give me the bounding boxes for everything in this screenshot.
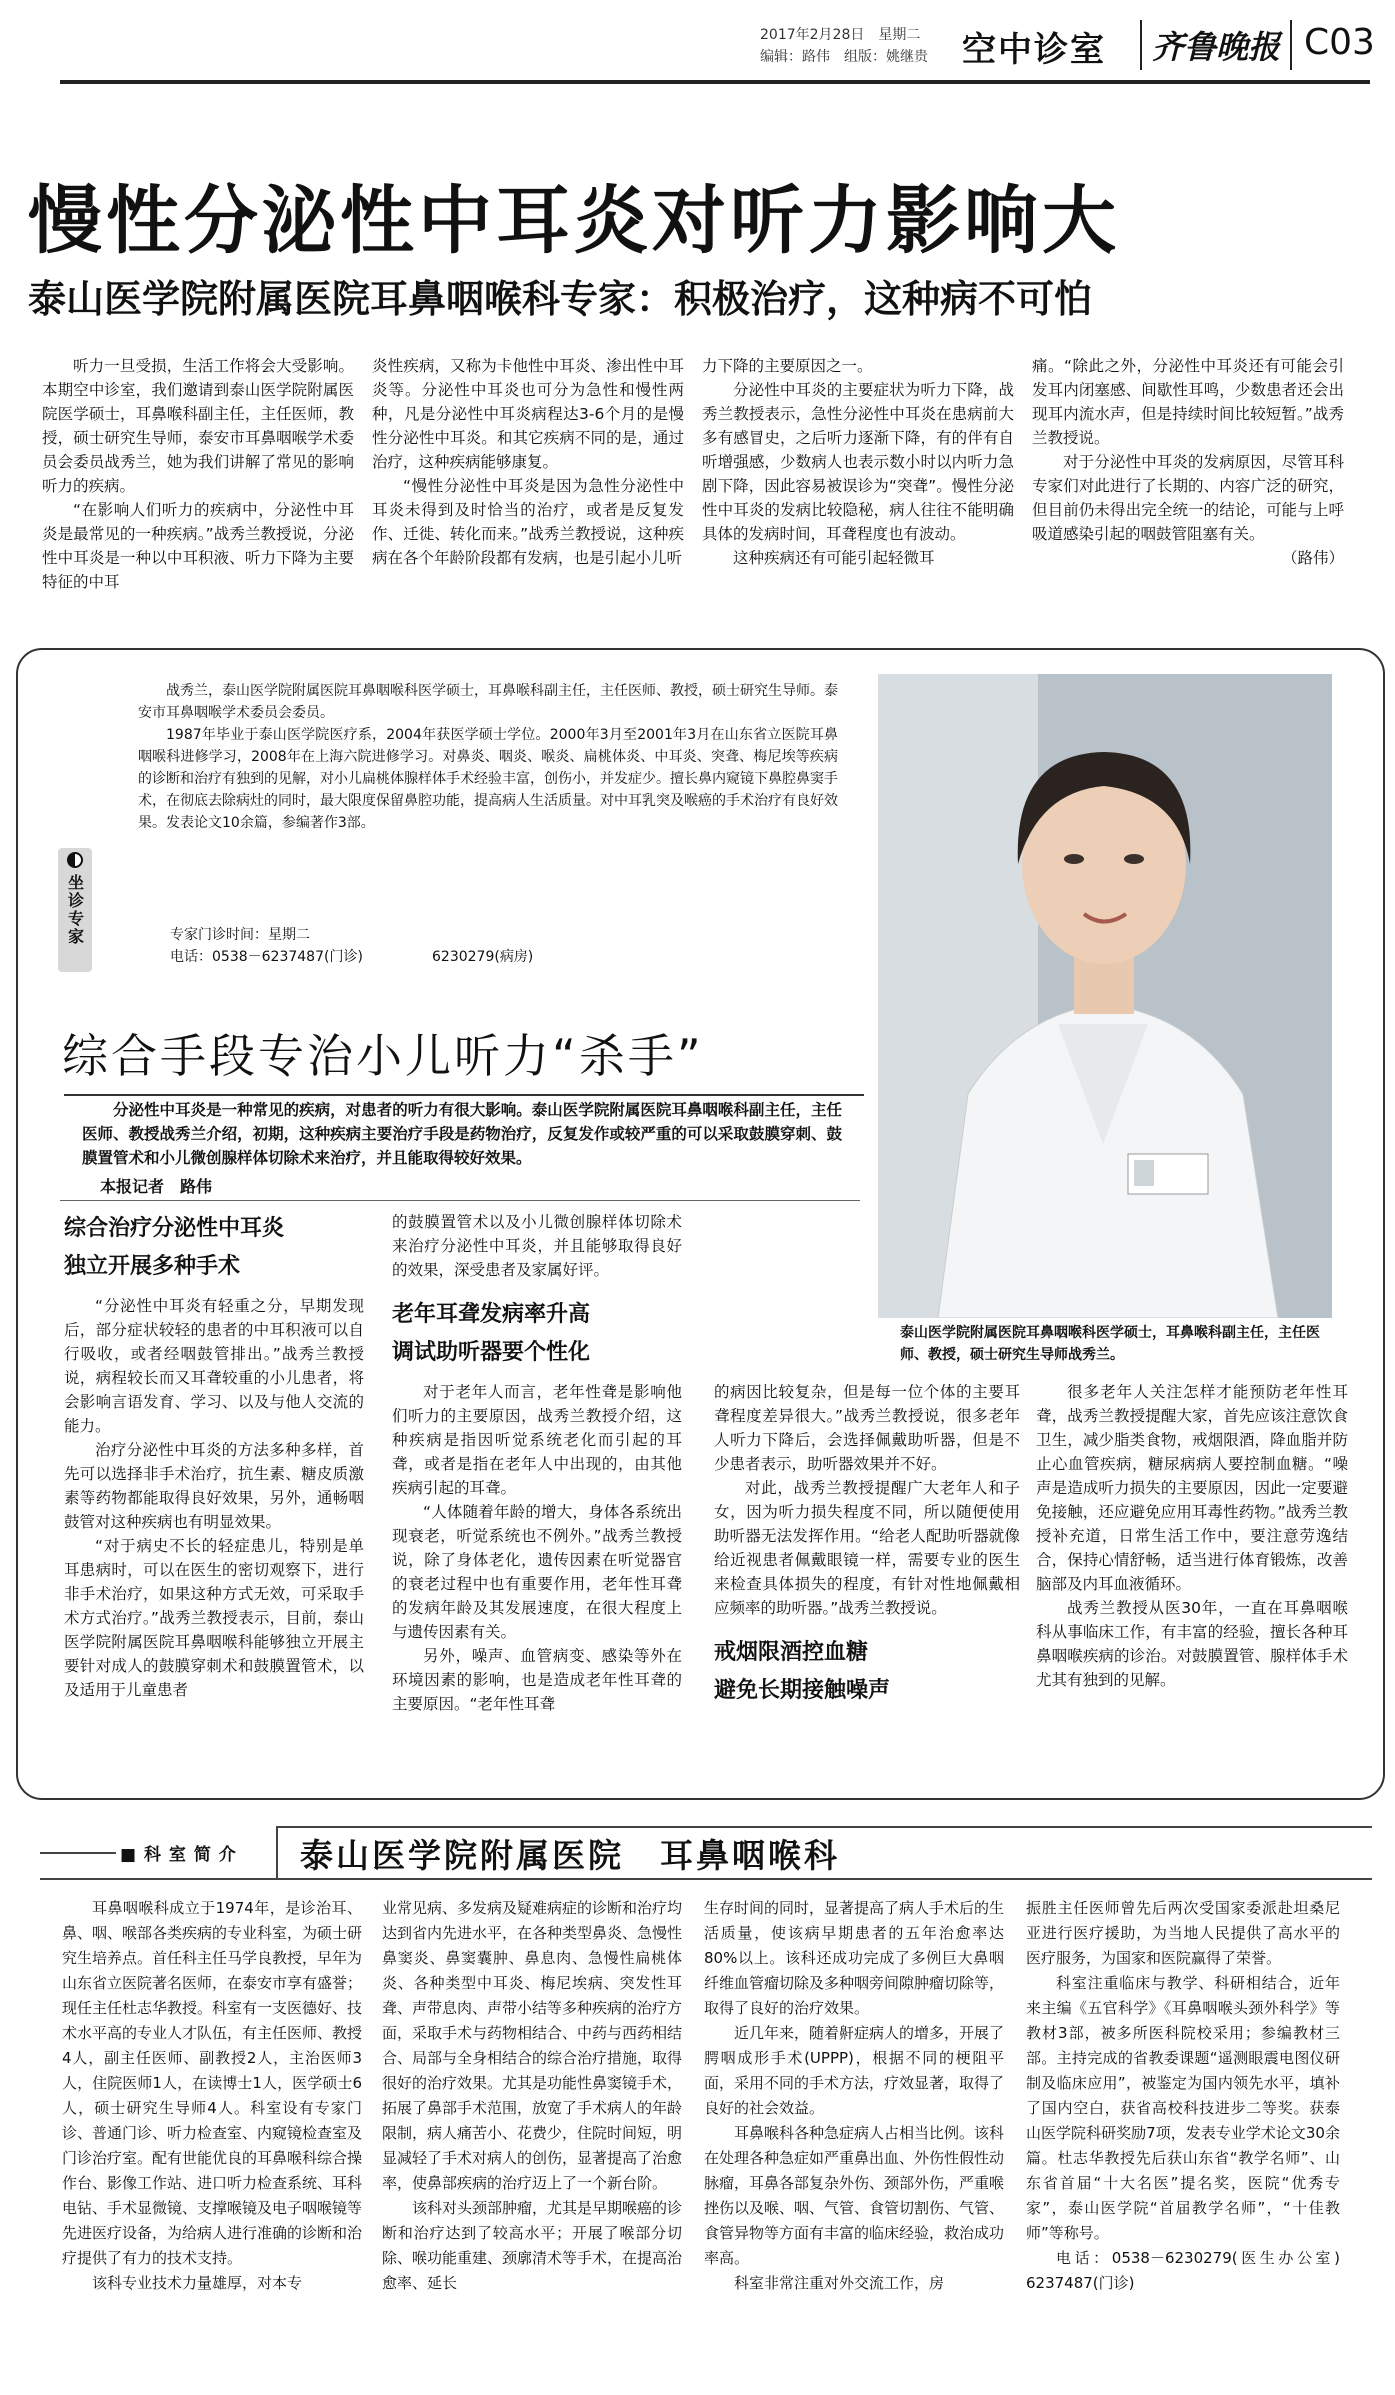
paragraph: “慢性分泌性中耳炎是因为急性分泌性中耳炎未得到及时恰当的治疗，或者是反复发作、迁徙、转化而来。”战秀兰教授说，这种疾病在各个年龄阶段都有发病，也是引起小儿听 bbox=[372, 477, 684, 567]
paragraph: 这种疾病还有可能引起轻微耳 bbox=[733, 549, 935, 567]
newspaper-logo: 齐鲁晚报 bbox=[1152, 28, 1281, 66]
paragraph: 对于老年人而言，老年性聋是影响他们听力的主要原因，战秀兰教授介绍，这种疾病是指因听觉系统老化而引起的耳聋，或者是指在老年人中出现的，由其他疾病引起的耳聋。 bbox=[392, 1383, 682, 1497]
paragraph: “对于病史不长的轻症患儿，特别是单耳患病时，可以在医生的密切观察下，进行非手术治疗，如果这种方式无效，可采取手术方式治疗。”战秀兰教授表示，目前，泰山医学院附属医院耳鼻咽喉科能够独立开展主要针对成人的鼓膜穿刺术和鼓膜置管术，以及适用于儿童患者 bbox=[64, 1537, 364, 1699]
phone-clinic: 电话：0538－6237487(门诊) bbox=[170, 949, 363, 965]
expert-tag bbox=[58, 848, 92, 972]
half-circle-icon bbox=[67, 852, 83, 868]
photo-caption: 泰山医学院附属医院耳鼻咽喉科医学硕士，耳鼻喉科副主任，主任医师、教授，硕士研究生导师战秀兰。 bbox=[900, 1325, 1320, 1363]
dept-rule-bottom bbox=[40, 1878, 1372, 1880]
paragraph: “在影响人们听力的疾病中，分泌性中耳炎是最常见的一种疾病。”战秀兰教授说，分泌性中耳炎是一种以中耳积液、听力下降为主要特征的中耳 bbox=[42, 501, 354, 591]
dept-rule-mid bbox=[276, 1826, 278, 1878]
dept-tag: ■ 科 室 简 介 bbox=[120, 1845, 237, 1865]
expert-tag-label: 坐诊专家 bbox=[65, 874, 85, 946]
paragraph: 对于分泌性中耳炎的发病原因，尽管耳科专家们对此进行了长期的、内容广泛的研究，但目前仍未得出完全统一的结论，可能与上呼吸道感染引起的咽鼓管阻塞有关。 bbox=[1032, 453, 1344, 543]
paragraph: 耳鼻喉科各种急症病人占相当比例。该科在处理各种急症如严重鼻出血、外伤性假性动脉瘤，耳鼻各部复杂外伤、颈部外伤，严重喉挫伤以及喉、咽、气管、食管切割伤、气管、食管异物等方面有丰富的临床经验，救治成功率高。 bbox=[704, 2124, 1005, 2267]
paragraph: 耳鼻咽喉科成立于1974年，是诊治耳、鼻、咽、喉部各类疾病的专业科室，为硕士研究生培养点。首任科主任马学良教授，早年为山东省立医院著名医师，在泰安市享有盛誉；现任主任杜志华教授。科室有一支医德好、技术水平高的专业人才队伍，有主任医师、教授4人，副主任医师、副教授2人，主治医师3人，住院医师1人，在读博士1人，医学硕士6人，硕士研究生导师4人。科室设有专家门诊、普通门诊、听力检查室、内窥镜检查室及门诊治疗室。配有世能优良的耳鼻喉科综合操作台、影像工作站、进口听力检查系统、耳科电钻、手术显微镜、支撑喉镜及电子咽喉镜等先进医疗设备，为给病人进行准确的诊断和治疗提供了有力的技术支持。 bbox=[62, 1899, 363, 2267]
paragraph: 1987年毕业于泰山医学院医疗系，2004年获医学硕士学位。2000年3月至2001年3月在山东省立医院耳鼻咽喉科进修学习，2008年在上海六院进修学习。对鼻炎、咽炎、喉炎、扁桃体炎、中耳炎、突聋、梅尼埃等疾病的诊断和治疗有独到的见解，对小儿扁桃体腺样体手术经验丰富，创伤小，并发症少。擅长鼻内窥镜下鼻腔鼻窦手术，在彻底去除病灶的同时，最大限度保留鼻腔功能，提高病人生活质量。对中耳乳突及喉癌的手术治疗有良好效果。发表论文10余篇，参编著作3部。 bbox=[138, 727, 838, 831]
feature-col-2 bbox=[392, 1210, 682, 1716]
paragraph: 生存时间的同时，显著提高了病人手术后的生活质量，使该病早期患者的五年治愈率达80%以上。该科还成功完成了多例巨大鼻咽纤维血管瘤切除及多种咽旁间隙肿瘤切除等，取得了良好的治疗效果。 bbox=[704, 1899, 1005, 2017]
phone-ward: 6230279(病房) bbox=[432, 949, 534, 965]
paragraph: 另外，噪声、血管病变、感染等外在环境因素的影响，也是造成老年性耳聋的主要原因。“老年性耳聋 bbox=[392, 1647, 682, 1713]
paragraph: 炎性疾病，又称为卡他性中耳炎、渗出性中耳炎等。分泌性中耳炎也可分为急性和慢性两种，凡是分泌性中耳炎病程达3-6个月的是慢性分泌性中耳炎。和其它疾病不同的是，通过治疗，这种疾病能够康复。 bbox=[372, 357, 684, 471]
dept-rule-top bbox=[276, 1826, 1372, 1828]
paragraph: 很多老年人关注怎样才能预防老年性耳聋，战秀兰教授提醒大家，首先应该注意饮食卫生，减少脂类食物，戒烟限酒，降血脂并防止心血管疾病，糖尿病病人要控制血糖。“噪声是造成听力损失的主要原因，因此一定要避免接触，还应避免应用耳毒性药物。”战秀兰教授补充道，日常生活工作中，要注意劳逸结合，保持心情舒畅，适当进行体育锻炼，改善脑部及内耳血液循环。 bbox=[1036, 1383, 1348, 1593]
subhead-3: 戒烟限酒控血糖 bbox=[714, 1640, 869, 1665]
paragraph: 该科专业技术力量雄厚，对本专 bbox=[92, 2274, 303, 2292]
paragraph: 战秀兰教授从医30年，一直在耳鼻咽喉科从事临床工作，有丰富的经验，擅长各种耳鼻咽喉疾病的诊治。对鼓膜置管、腺样体手术尤其有独到的见解。 bbox=[1036, 1599, 1348, 1689]
paragraph: 业常见病、多发病及疑难病症的诊断和治疗均达到省内先进水平，在各种类型鼻炎、急慢性鼻窦炎、鼻窦囊肿、鼻息肉、急慢性扁桃体炎、各种类型中耳炎、梅尼埃病、突发性耳聋、声带息肉、声带小结等多种疾病的治疗方面，采取手术与药物相结合、中药与西药相结合、局部与全身相结合的综合治疗措施，取得很好的治疗效果。尤其是功能性鼻窦镜手术，拓展了鼻部手术范围，放宽了手术病人的年龄限制，病人痛苦小、花费少，住院时间短，明显减轻了手术对病人的创伤，显著提高了治愈率，使鼻部疾病的治疗迈上了一个新台阶。 bbox=[382, 1899, 683, 2192]
feature-col-3 bbox=[714, 1380, 1020, 1710]
paragraph: “分泌性中耳炎有轻重之分，早期发现后，部分症状较轻的患者的中耳积液可以自行吸收，或者经咽鼓管排出。”战秀兰教授说，病程较长而又耳聋较重的小儿患者，将会影响言语发育、学习、以及与他人交流的能力。 bbox=[64, 1297, 364, 1435]
feature-byline: 本报记者 路伟 bbox=[100, 1177, 213, 1196]
paragraph: 科室非常注重对外交流工作，房 bbox=[734, 2274, 945, 2292]
headline: 慢性分泌性中耳炎对听力影响大 bbox=[28, 178, 1120, 264]
paragraph: 的鼓膜置管术以及小儿微创腺样体切除术来治疗分泌性中耳炎，并且能够取得良好的效果，深受患者及家属好评。 bbox=[392, 1213, 682, 1279]
header-divider bbox=[1140, 20, 1142, 70]
intro-col-1 bbox=[42, 354, 354, 594]
subheadline: 泰山医学院附属医院耳鼻咽喉科专家：积极治疗，这种病不可怕 bbox=[28, 277, 1093, 321]
paragraph: 科室注重临床与教学、科研相结合，近年来主编《五官科学》《耳鼻咽喉头颈外科学》等教材3部，被多所医科院校采用；参编教材三部。主持完成的省教委课题“遥测眼震电图仪研制及临床应用”，被鉴定为国内领先水平，填补了国内空白，获省高校科技进步二等奖。获泰山医学院科研奖励7项，发表专业学术论文30余篇。杜志华教授先后获山东省“教学名师”、山东省首届“十大名医”提名奖，医院“优秀专家”，泰山医学院“首届教学名师”，“十佳教师”等称号。 bbox=[1026, 1974, 1340, 2242]
paragraph: 对此，战秀兰教授提醒广大老年人和子女，因为听力损失程度不同，所以随便使用助听器无法发挥作用。“给老人配助听器就像给近视患者佩戴眼镜一样，需要专业的医生来检查具体损失的程度，有针对性地佩戴相应频率的助听器。”战秀兰教授说。 bbox=[714, 1479, 1020, 1617]
paragraph: 治疗分泌性中耳炎的方法多种多样，首先可以选择非手术治疗，抗生素、糖皮质激素等药物都能取得良好效果，另外，通畅咽鼓管对这种疾病也有明显效果。 bbox=[64, 1441, 364, 1531]
paragraph: 听力一旦受损，生活工作将会大受影响。本期空中诊室，我们邀请到泰山医学院附属医院医学硕士，耳鼻喉科副主任，主任医师，教授，硕士研究生导师，泰安市耳鼻咽喉学术委员会委员战秀兰，她为我们讲解了常见的影响听力的疾病。 bbox=[42, 357, 354, 495]
paragraph: 的病因比较复杂，但是每一位个体的主要耳聋程度差异很大。”战秀兰教授说，很多老年人听力下降后，会选择佩戴助听器，但是不少患者表示，助听器效果并不好。 bbox=[714, 1383, 1020, 1473]
subhead-2b: 调试助听器要个性化 bbox=[392, 1340, 591, 1365]
feature-title-rule bbox=[64, 1094, 864, 1096]
section-name: 空中诊室 bbox=[962, 30, 1106, 70]
subhead-3b: 避免长期接触噪声 bbox=[714, 1678, 891, 1703]
intro-byline: （路伟） bbox=[1281, 549, 1344, 567]
intro-col-3 bbox=[702, 354, 1014, 570]
feature-lead: 分泌性中耳炎是一种常见的疾病，对患者的听力有很大影响。泰山医学院附属医院耳鼻咽喉科副主任，主任医师、教授战秀兰介绍，初期，这种疾病主要治疗手段是药物治疗，反复发作或较严重的可以采取鼓膜穿刺、鼓膜置管术和小儿微创腺样体切除术来治疗，并且能取得较好效果。 bbox=[82, 1101, 842, 1167]
paragraph: 振胜主任医师曾先后两次受国家委派赴坦桑尼亚进行医疗援助，为当地人民提供了高水平的医疗服务，为国家和医院赢得了荣誉。 bbox=[1026, 1899, 1340, 1967]
paragraph: 分泌性中耳炎的主要症状为听力下降，战秀兰教授表示，急性分泌性中耳炎在患病前大多有感冒史，之后听力逐渐下降，有的伴有自听增强感，少数病人也表示数小时以内听力急剧下降，因此容易被误诊为“突聋”。慢性分泌性中耳炎的发病比较隐秘，病人往往不能明确具体的发病时间，耳聋程度也有波动。 bbox=[702, 381, 1014, 543]
feature-title: 综合手段专治小儿听力“杀手” bbox=[62, 1029, 704, 1083]
issue-date: 2017年2月28日 星期二 bbox=[760, 27, 921, 43]
subhead-2: 老年耳聋发病率升高 bbox=[392, 1302, 591, 1327]
clinic-hours: 专家门诊时间：星期二 bbox=[170, 927, 310, 943]
header-rule bbox=[60, 80, 1370, 84]
subhead-1b: 独立开展多种手术 bbox=[64, 1254, 241, 1279]
subhead-1: 综合治疗分泌性中耳炎 bbox=[64, 1216, 285, 1241]
byline-rule bbox=[60, 1200, 860, 1201]
page-number: C03 bbox=[1304, 22, 1375, 63]
dept-col-1 bbox=[62, 1896, 362, 2296]
paragraph: 近几年来，随着鼾症病人的增多，开展了腭咽成形手术(UPPP)，根据不同的梗阻平面，采用不同的手术方法，疗效显著，取得了良好的社会效益。 bbox=[704, 2024, 1005, 2117]
dept-col-2 bbox=[382, 1896, 682, 2296]
paragraph: “人体随着年龄的增大，身体各系统出现衰老，听觉系统也不例外。”战秀兰教授说，除了身体老化，遗传因素在听觉器官的衰老过程中也有重要作用，老年性耳聋的发病年龄及其发展速度，在很大程度上与遗传因素有关。 bbox=[392, 1503, 682, 1641]
doctor-photo bbox=[878, 674, 1332, 1318]
dept-rule-left bbox=[40, 1852, 116, 1854]
paragraph: 力下降的主要原因之一。 bbox=[702, 357, 873, 375]
feature-col-1 bbox=[64, 1210, 364, 1702]
paragraph: 战秀兰，泰山医学院附属医院耳鼻咽喉科医学硕士，耳鼻喉科副主任，主任医师、教授，硕士研究生导师。泰安市耳鼻咽喉学术委员会委员。 bbox=[138, 683, 838, 721]
dept-title: 泰山医学院附属医院 耳鼻咽喉科 bbox=[300, 1836, 840, 1875]
header-divider-2 bbox=[1290, 20, 1292, 70]
dept-phone: 电话：0538－6230279(医生办公室) 6237487(门诊) bbox=[1026, 2249, 1356, 2292]
doctor-portrait-illustration bbox=[878, 674, 1332, 1318]
paragraph: 痛。“除此之外，分泌性中耳炎还有可能会引发耳内闭塞感、间歇性耳鸣，少数患者还会出现耳内流水声，但是持续时间比较短暂。”战秀兰教授说。 bbox=[1032, 357, 1344, 447]
intro-col-2 bbox=[372, 354, 684, 570]
profile-bio bbox=[138, 680, 838, 834]
dept-col-3 bbox=[704, 1896, 1004, 2296]
editors-line: 编辑：路伟 组版：姚继贵 bbox=[760, 49, 928, 65]
dept-col-4 bbox=[1026, 1896, 1356, 2296]
paragraph: 该科对头颈部肿瘤，尤其是早期喉癌的诊断和治疗达到了较高水平；开展了喉部分切除、喉功能重建、颈廓清术等手术，在提高治愈率、延长 bbox=[382, 2199, 683, 2292]
intro-col-4 bbox=[1032, 354, 1344, 570]
feature-col-4 bbox=[1036, 1380, 1348, 1692]
